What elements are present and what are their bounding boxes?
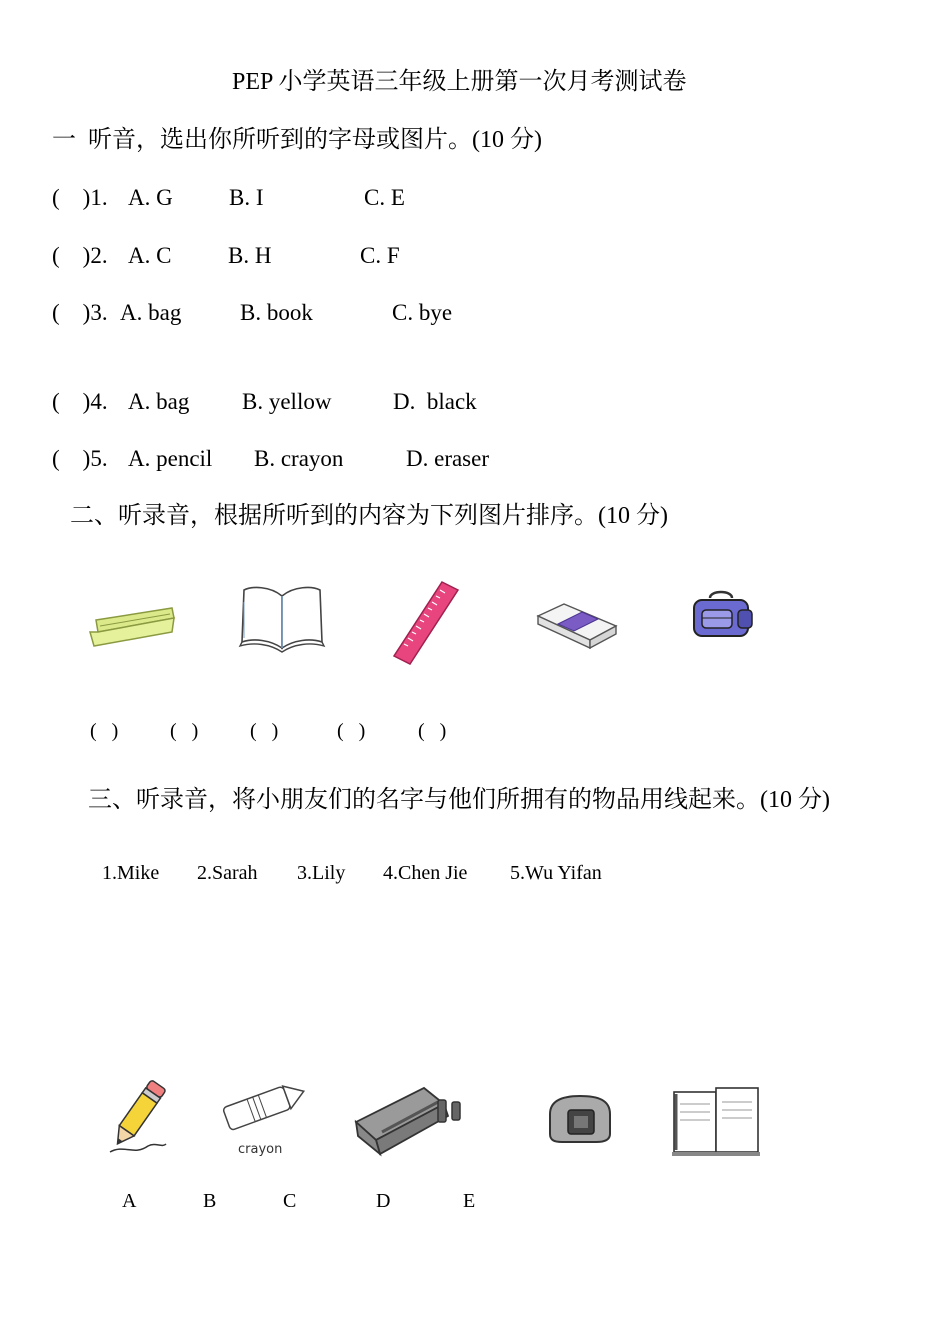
bag-icon[interactable] <box>544 1090 616 1146</box>
option-a: A. pencil <box>128 446 213 471</box>
bag-icon <box>688 588 758 644</box>
question-number[interactable]: ( )5. <box>52 446 108 471</box>
question-number[interactable]: ( )2. <box>52 243 108 268</box>
picture-letter: A <box>122 1190 137 1212</box>
child-name[interactable]: 2.Sarah <box>197 862 258 884</box>
pencil-box-icon <box>88 598 178 650</box>
option-b: B. crayon <box>254 446 344 471</box>
option-b: B. I <box>229 185 264 210</box>
option-c: C. F <box>360 243 400 268</box>
child-name[interactable]: 5.Wu Yifan <box>510 862 602 884</box>
picture-letter: B <box>203 1190 217 1212</box>
option-b: B. H <box>228 243 272 268</box>
pencil-case-icon[interactable] <box>352 1082 468 1162</box>
crayon-icon[interactable] <box>210 1074 316 1136</box>
part2-heading: 二、听录音，根据所听到的内容为下列图片排序。(10 分) <box>70 503 668 529</box>
eraser-icon <box>534 600 620 650</box>
child-name[interactable]: 3.Lily <box>297 862 346 884</box>
book-icon <box>238 582 326 654</box>
book-icon[interactable] <box>668 1084 764 1160</box>
part1-heading: 一 听音，选出你所听到的字母或图片。(10 分) <box>52 127 542 153</box>
page-title: PEP 小学英语三年级上册第一次月考测试卷 <box>232 69 687 95</box>
option-c: C. E <box>364 185 405 210</box>
option-a: A. bag <box>120 300 182 325</box>
picture-letter: C <box>283 1190 297 1212</box>
option-a: A. C <box>128 243 172 268</box>
answer-blank[interactable]: ( ) <box>337 720 366 742</box>
picture-letter: E <box>463 1190 476 1212</box>
answer-blank[interactable]: ( ) <box>170 720 199 742</box>
option-a: A. G <box>128 185 173 210</box>
answer-blank[interactable]: ( ) <box>90 720 119 742</box>
answer-blank[interactable]: ( ) <box>418 720 447 742</box>
option-b: B. yellow <box>242 389 332 414</box>
picture-letter: D <box>376 1190 391 1212</box>
option-b: B. book <box>240 300 313 325</box>
question-number[interactable]: ( )3. <box>52 300 108 325</box>
question-number[interactable]: ( )4. <box>52 389 108 414</box>
option-c: D. eraser <box>406 446 490 471</box>
question-number[interactable]: ( )1. <box>52 185 108 210</box>
part3-heading: 三、听录音，将小朋友们的名字与他们所拥有的物品用线起来。(10 分) <box>88 787 830 813</box>
child-name[interactable]: 1.Mike <box>102 862 160 884</box>
option-c: C. bye <box>392 300 453 325</box>
ruler-icon <box>390 578 464 668</box>
child-name[interactable]: 4.Chen Jie <box>383 862 468 884</box>
pencil-icon[interactable] <box>104 1074 170 1158</box>
crayon-label: crayon <box>238 1142 283 1157</box>
answer-blank[interactable]: ( ) <box>250 720 279 742</box>
option-a: A. bag <box>128 389 190 414</box>
option-c: D. black <box>393 389 477 414</box>
